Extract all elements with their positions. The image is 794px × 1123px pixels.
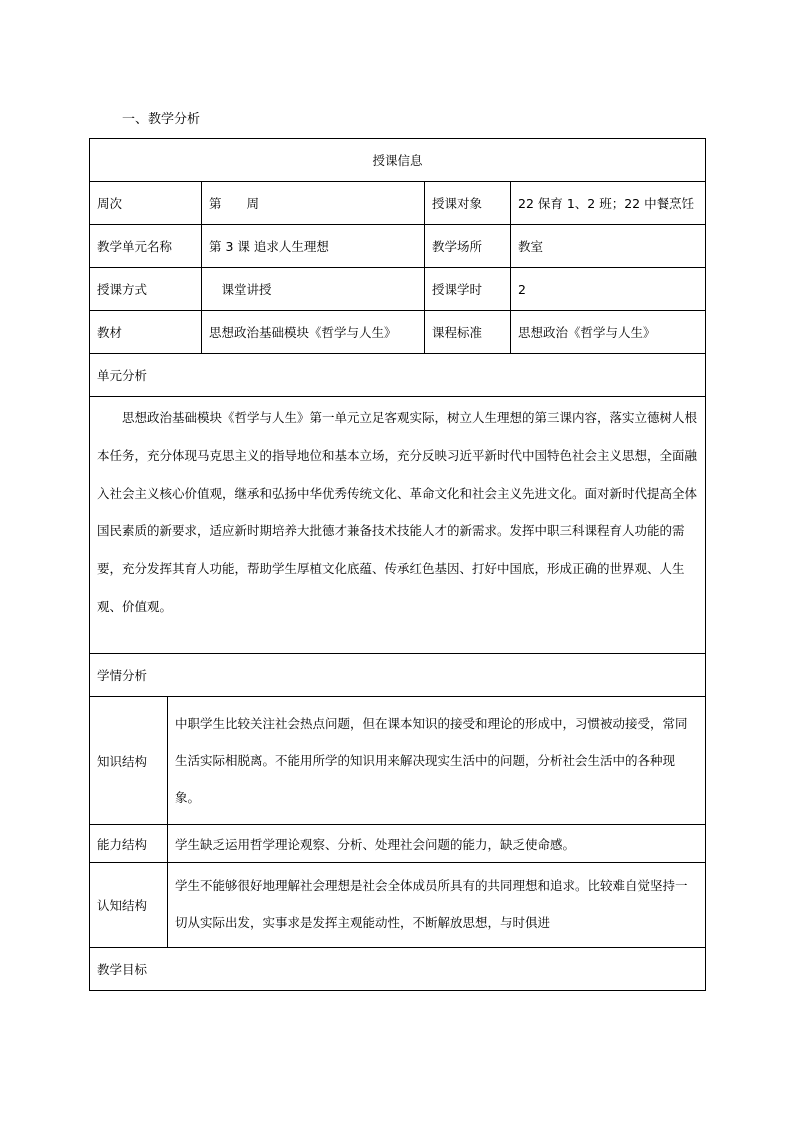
label-audience: 授课对象 (425, 182, 511, 225)
unit-analysis-text: 思想政治基础模块《哲学与人生》第一单元立足客观实际，树立人生理想的第三课内容，落实立德树人根本任务，充分体现马克思主义的指导地位和基本立场，充分反映习近平新时代中国特色社会主义思想，全面融入社会主义核心价值观，继承和弘扬中华优秀传统文化、革命文化和社会主义先进文化。面对新时代提高全体国民素质的新要求，适应新时期培养大批德才兼备技术技能人才的新需求。发挥中职三科课程育人功能的需要，充分发挥其育人功能，帮助学生厚植文化底蕴、传承红色基因、打好中国底，形成正确的世界观、人生观、价值观。 (90, 397, 706, 654)
knowledge-structure-text: 中职学生比较关注社会热点问题，但在课本知识的接受和理论的形成中，习惯被动接受，常同生活实际相脱离。不能用所学的知识用来解决现实生活中的问题，分析社会生活中的各种现象。 (168, 697, 706, 825)
value-standard: 思想政治《哲学与人生》 (511, 311, 706, 354)
course-info-table (89, 138, 706, 991)
objectives-label: 教学目标 (90, 948, 706, 991)
table-row (90, 825, 706, 863)
table-header: 授课信息 (90, 139, 706, 182)
value-method: 课堂讲授 (202, 268, 425, 311)
value-hours: 2 (511, 268, 706, 311)
table-row (90, 311, 706, 354)
value-venue: 教室 (511, 225, 706, 268)
cognitive-structure-text: 学生不能够很好地理解社会理想是社会全体成员所具有的共同理想和追求。比较难自觉坚持一切从实际出发，实事求是发挥主观能动性，不断解放思想，与时俱进 (168, 863, 706, 948)
label-method: 授课方式 (90, 268, 202, 311)
table-row (90, 225, 706, 268)
unit-analysis-label: 单元分析 (90, 354, 706, 397)
ability-structure-text: 学生缺乏运用哲学理论观察、分析、处理社会问题的能力，缺乏使命感。 (168, 825, 706, 863)
label-hours: 授课学时 (425, 268, 511, 311)
value-week: 第 周 (202, 182, 425, 225)
table-row (90, 863, 706, 948)
label-week: 周次 (90, 182, 202, 225)
label-unit: 教学单元名称 (90, 225, 202, 268)
table-row (90, 697, 706, 825)
ability-structure-label: 能力结构 (90, 825, 168, 863)
learner-analysis-label: 学情分析 (90, 654, 706, 697)
value-textbook: 思想政治基础模块《哲学与人生》 (202, 311, 425, 354)
table-row (90, 268, 706, 311)
section-title: 一、教学分析 (122, 112, 201, 127)
label-standard: 课程标准 (425, 311, 511, 354)
cognitive-structure-label: 认知结构 (90, 863, 168, 948)
table-row (90, 182, 706, 225)
value-unit: 第 3 课 追求人生理想 (202, 225, 425, 268)
label-textbook: 教材 (90, 311, 202, 354)
knowledge-structure-label: 知识结构 (90, 697, 168, 825)
value-audience: 22 保育 1、2 班；22 中餐烹饪 (511, 182, 706, 225)
label-venue: 教学场所 (425, 225, 511, 268)
